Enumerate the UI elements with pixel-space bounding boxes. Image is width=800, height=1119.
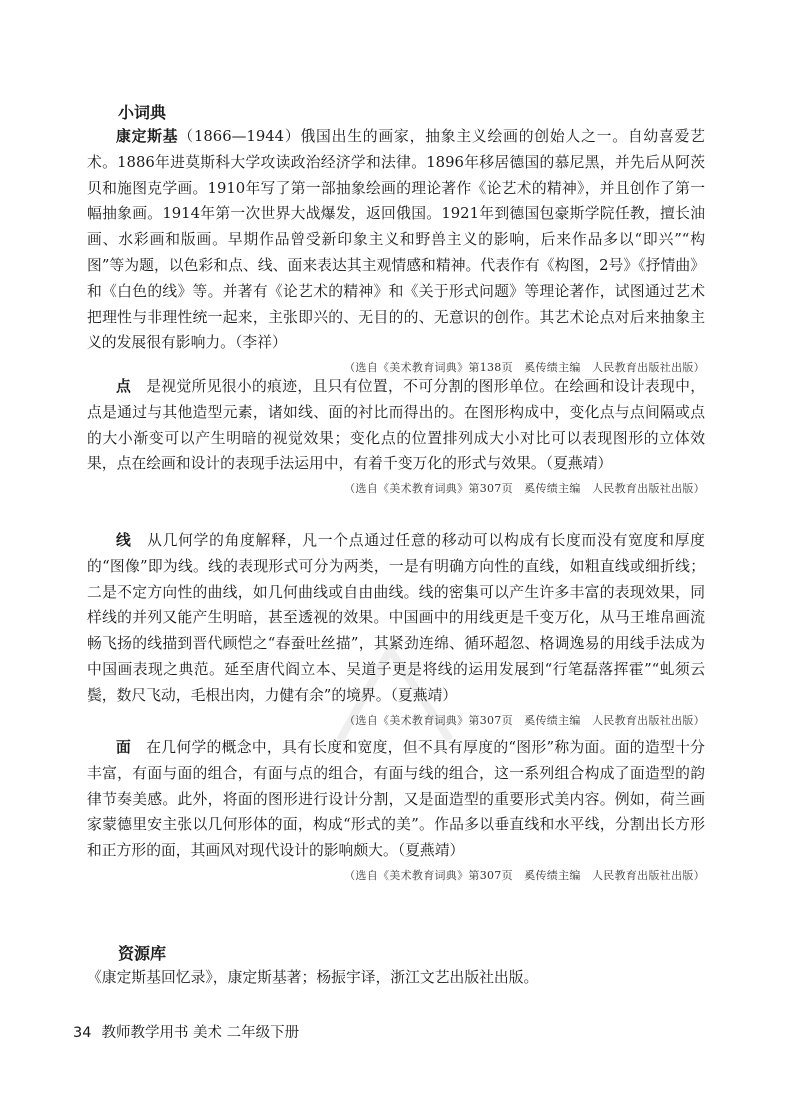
page-footer xyxy=(73,1021,299,1042)
entry-text xyxy=(87,735,705,864)
entry-term: 线 xyxy=(116,532,132,549)
book-title: 教师教学用书 美术 二年级下册 xyxy=(101,1025,300,1041)
resource-item: 《康定斯基回忆录》，康定斯基著；杨振宇译，浙江文艺出版社出版。 xyxy=(87,969,539,986)
entry-citation: （选自《美术教育词典》第307页 奚传绩主编 人民教育出版社出版） xyxy=(344,482,705,496)
entry-text xyxy=(87,374,705,477)
entry-citation: （选自《美术教育词典》第138页 奚传绩主编 人民教育出版社出版） xyxy=(344,361,705,375)
entry-text xyxy=(87,124,705,356)
entry-citation: （选自《美术教育词典》第307页 奚传绩主编 人民教育出版社出版） xyxy=(344,868,705,882)
resources-heading: 资源库 xyxy=(118,944,167,963)
entry-body: 在几何学的概念中，具有长度和宽度，但不具有厚度的“图形”称为面。面的造型十分丰富，有面与面的组合，有面与点的组合，有面与线的组合，这一系列组合构成了面造型的韵律节奏美感。此外，将面的图形进行设计分割，又是面造型的重要形式美内容。例如，荷兰画家蒙德里安主张以几何形体的面，构成“形式的美”。作品多以垂直线和水平线，分割出长方形和正方形的面，其画风对现代设计的影响颇大。（夏燕靖） xyxy=(87,739,705,860)
entry-citation: （选自《美术教育词典》第307页 奚传绩主编 人民教育出版社出版） xyxy=(344,713,705,727)
entry-plane xyxy=(87,735,705,886)
entry-body: （1866—1944）俄国出生的画家，抽象主义绘画的创始人之一。自幼喜爱艺术。1886年进莫斯科大学攻读政治经济学和法律。1896年移居德国的慕尼黑，并先后从阿茨贝和施图克学画。1910年写了第一部抽象绘画的理论著作《论艺术的精神》，并且创作了第一幅抽象画。1914年第一次世界大战爆发，返回俄国。1921年到德国包豪斯学院任教，擅长油画、水彩画和版画。早期作品曾受新印象主义和野兽主义的影响，后来作品多以“即兴”“构图”等为题，以色彩和点、线、面来表达其主观情感和精神。代表作有《构图，2号》《抒情曲》和《白色的线》等。并著有《论艺术的精神》和《关于形式问题》等理论著作，试图通过艺术把理性与非理性统一起来，主张即兴的、无目的的、无意识的创作。其艺术论点对后来抽象主义的发展很有影响力。（李祥） xyxy=(87,128,705,352)
entry-term: 点 xyxy=(116,378,132,395)
page-number: 34 xyxy=(73,1025,92,1041)
entry-term: 面 xyxy=(116,739,132,756)
entry-kandinsky xyxy=(87,124,705,378)
dictionary-heading: 小词典 xyxy=(118,103,167,122)
entry-point xyxy=(87,374,705,499)
entry-term: 康定斯基 xyxy=(116,128,179,145)
entry-body: 是视觉所见很小的痕迹，且只有位置，不可分割的图形单位。在绘画和设计表现中，点是通过与其他造型元素，诸如线、面的衬比而得出的。在图形构成中，变化点与点间隔或点的大小渐变可以产生明暗的视觉效果；变化点的位置排列成大小对比可以表现图形的立体效果，点在绘画和设计的表现手法运用中，有着千变万化的形式与效果。（夏燕靖） xyxy=(87,378,705,473)
entry-body: 从几何学的角度解释，凡一个点通过任意的移动可以构成有长度而没有宽度和厚度的“图像”即为线。线的表现形式可分为两类，一是有明确方向性的直线，如粗直线或细折线；二是不定方向性的曲线，如几何曲线或自由曲线。线的密集可以产生许多丰富的表现效果，同样线的并列又能产生明暗，甚至透视的效果。中国画中的用线更是千变万化，从马王堆帛画流畅飞扬的线描到晋代顾恺之“春蚕吐丝描”，其紧劲连绵、循环超忽、格调逸易的用线手法成为中国画表现之典范。延至唐代阎立本、吴道子更是将线的运用发展到“行笔磊落挥霍”“虬须云鬓，数尺飞动，毛根出肉，力健有余”的境界。（夏燕靖） xyxy=(87,532,705,704)
watermark-icon xyxy=(330,640,460,750)
